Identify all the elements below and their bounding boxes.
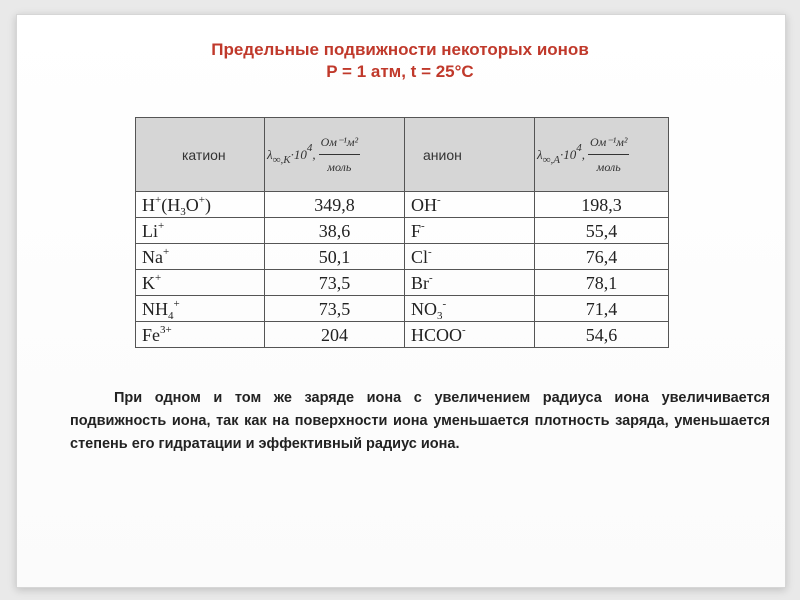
cation-cell: Na+ — [136, 244, 265, 270]
table-row — [136, 192, 669, 218]
slide-title: Предельные подвижности некоторых ионов — [211, 40, 589, 59]
anion-mobility-value: 76,4 — [535, 244, 669, 270]
cation-mobility-value: 50,1 — [265, 244, 405, 270]
anion-mobility-value: 198,3 — [535, 192, 669, 218]
cation-cell: $H^+(H_3O^+)$ — [136, 192, 265, 218]
ion-mobility-table — [135, 117, 669, 348]
table-row — [136, 322, 669, 348]
anion-cell: Cl- — [405, 244, 535, 270]
cation-cell: $Fe^{3+}$ — [136, 322, 265, 348]
cation-mobility-value: 73,5 — [265, 270, 405, 296]
header-cation: катион — [136, 118, 265, 192]
cation-cell: Li+ — [136, 218, 265, 244]
anion-cell: OH- — [405, 192, 535, 218]
cation-cell: K+ — [136, 270, 265, 296]
anion-mobility-value: 71,4 — [535, 296, 669, 322]
header-cation-mobility-formula: $\lambda_{\infty,K}\cdot 10^4$, $\frac{\text{Ом⁻¹м²}}{\text{моль}}$ — [265, 118, 405, 192]
cation-mobility-value: 349,8 — [265, 192, 405, 218]
cation-mobility-value: 204 — [265, 322, 405, 348]
header-anion: анион — [405, 118, 535, 192]
cation-cell: $NH_4^+$ — [136, 296, 265, 322]
cation-mobility-value: 38,6 — [265, 218, 405, 244]
table-row — [136, 244, 669, 270]
table-row — [136, 296, 669, 322]
table-header-row — [136, 118, 669, 192]
cation-mobility-value: 73,5 — [265, 296, 405, 322]
anion-mobility-value: 54,6 — [535, 322, 669, 348]
anion-cell: HCOO- — [405, 322, 535, 348]
explanation-paragraph: При одном и том же заряде иона с увеличением радиуса иона увеличивается подвижность иона, так как на поверхности иона уменьшается плотность заряда, уменьшается степень его гидратации и эффективный радиус иона. — [70, 390, 770, 452]
anion-mobility-value: 78,1 — [535, 270, 669, 296]
anion-cell: Br- — [405, 270, 535, 296]
anion-cell: F- — [405, 218, 535, 244]
slide-subtitle-conditions: P = 1 атм, t = 25°C — [326, 62, 474, 81]
anion-mobility-value: 55,4 — [535, 218, 669, 244]
anion-cell: $NO_3^-$ — [405, 296, 535, 322]
header-anion-mobility-formula: $\lambda_{\infty,A}\cdot 10^4$, $\frac{\text{Ом⁻¹м²}}{\text{моль}}$ — [535, 118, 669, 192]
table-row — [136, 218, 669, 244]
table-row — [136, 270, 669, 296]
